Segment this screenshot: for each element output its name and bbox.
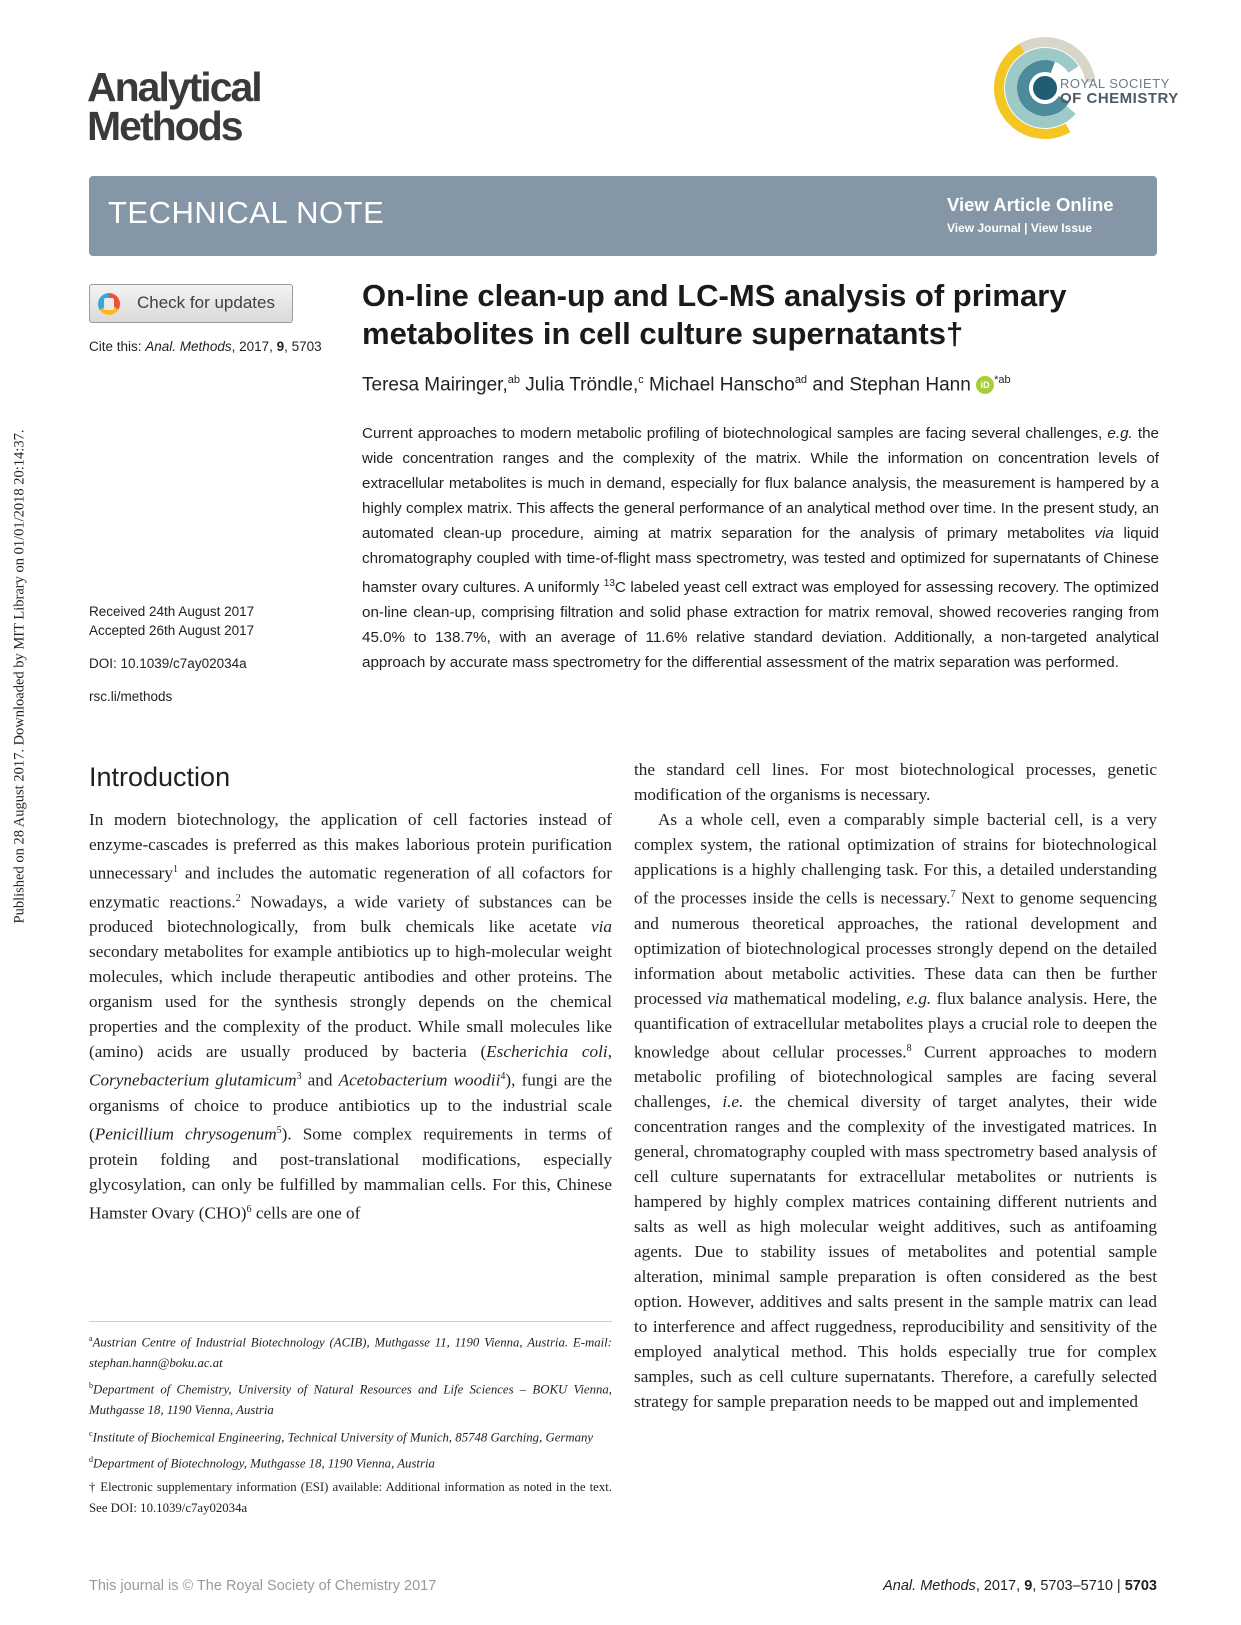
author-list: Teresa Mairinger,$^{ab}$ Julia Tröndle,$^c$ Michael Hanscho$^{ad}$ and Stephan Hann iD $^{*ab}$ (362, 374, 1011, 396)
journal-logo[interactable] (87, 64, 261, 149)
page-footer: Anal. Methods, 2017, 9, 5703–5710 | 5703 (883, 1578, 1157, 1594)
doi[interactable]: DOI: 10.1039/c7ay02034a (89, 656, 247, 671)
article-title: On-line clean-up and LC-MS analysis of primary metabolites in cell culture supernatants† (362, 278, 1067, 351)
footnotes: $^a$Austrian Centre of Industrial Biotechnology (ACIB), Muthgasse 11, 1190 Vienna, Austria. E-mail: stephan.hann@boku.ac.at $^b$Department of Chemistry, University of Natural Resources and Life Sciences – BOKU Vienna, Muthgasse 18, 1190 Vienna, Austria $^c$Institute of Biochemical Engineering, Technical University of Munich, 85748 Garching, Germany $^d$Department of Biotechnology, Muthgasse 18, 1190 Vienna, Austria † Electronic supplementary information (ESI) available: Additional information as noted in the text. See DOI: 10.1039/c7ay02034a (89, 1329, 612, 1521)
received-date: Received 24th August 2017 (89, 604, 255, 619)
abstract: Current approaches to modern metabolic profiling of biotechnological samples are facing several challenges, e.g. the wide concentration ranges and the complexity of the matrix. While the information on concentration levels of extracellular metabolites is much in demand, especially for flux balance analysis, the measurement is hampered by a highly complex matrix. This affects the general performance of an analytical method over time. In the present study, an automated clean-up procedure, aiming at matrix separation for the analysis of primary metabolites via liquid chromatography coupled with time-of-flight mass spectrometry, was tested and optimized for supernatants of Chinese hamster ovary cultures. A uniformly $^{13}$C labeled yeast cell extract was employed for assessing recovery. The optimized on-line clean-up, comprising filtration and solid phase extraction for matrix removal, showed recoveries ranging from 45.0% to 138.7%, with an average of 11.6% relative standard deviation. Additionally, a non-targeted analytical approach by accurate mass spectrometry for the differential assessment of the matrix separation was performed. (362, 425, 1160, 672)
footnote-divider (89, 1321, 612, 1322)
rsc-wordmark (1060, 76, 1179, 106)
orcid-icon[interactable]: iD (976, 376, 994, 394)
link-separator: | (1020, 221, 1031, 235)
view-article-online-link[interactable]: View Article Online (947, 194, 1114, 215)
intro-right-column: the standard cell lines. For most biotechnological processes, genetic modification of the organisms is necessary. As a whole cell, even a comparably simple bacterial cell, is a very complex system, the rational optimization of strains for biotechnological applications is a highly challenging task. For this, a detailed understanding of the processes inside the cells is necessary.$^7$ Next to genome sequencing and numerous theoretical approaches, the rational development and optimization of biotechnological processes strongly depend on the detailed information about metabolic activities. These data can then be further processed via mathematical modeling, e.g. flux balance analysis. Here, the quantification of extracellular metabolites plays a crucial role to deepen the knowledge about cellular processes.$^8$ Current approaches to modern metabolic profiling of biotechnological samples are facing several challenges, i.e. the chemical diversity of target analytes, their wide concentration ranges and the complexity of the investigated matrices. In general, chromatography coupled with mass spectrometry based analysis of cell culture supernatants for extracellular metabolites or nutrients is hampered by highly complex matrices containing different nutrients and salts as well as high molecular weight additives, such as antifoaming agents. Due to stability issues of metabolites and potential sample alteration, minimal sample preparation is often considered as the best option. However, additives and salts present in the sample matrix can lead to interference and affect ruggedness, reproducibility and sensitivity of the employed analytical method. This holds especially true for complex samples, such as cell culture supernatants. Therefore, a carefully selected strategy for sample preparation needs to be mapped out and implemented (634, 760, 1157, 1412)
citation: Cite this: Anal. Methods, 2017, 9, 5703 (89, 339, 322, 354)
check-for-updates-button[interactable] (89, 284, 293, 323)
journal-title-line2: Methods (87, 103, 242, 149)
view-issue-link[interactable]: View Issue (1030, 221, 1092, 235)
intro-left-column: In modern biotechnology, the application of cell factories instead of enzyme-cascades is preferred as this makes laborious protein purification unnecessary$^1$ and includes the automatic regeneration of all cofactors for enzymatic reactions.$^2$ Nowadays, a wide variety of substances can be produced biotechnologically, from bulk chemicals like acetate via secondary metabolites for example antibiotics up to high-molecular weight molecules, which include therapeutic antibodies and other proteins. The organism used for the synthesis strongly depends on the chemical properties and the complexity of the product. While small molecules like (amino) acids are usually produced by bacteria (Escherichia coli, Corynebacterium glutamicum$^3$ and Acetobacterium woodii$^4$), fungi are the organisms of choice to produce antibiotics up to the industrial scale (Penicillium chrysogenum$^5$). Some complex requirements in terms of protein folding and post-translational modifications, especially glycosylation, can only be fulfilled by mammalian cells. For this, Chinese Hamster Ovary (CHO)$^6$ cells are one of (89, 810, 612, 1223)
check-updates-label: Check for updates (137, 293, 275, 312)
page-number: 5703 (1124, 1578, 1157, 1594)
journal-link[interactable]: rsc.li/methods (89, 689, 173, 704)
download-notice: Published on 28 August 2017. Downloaded by MIT Library on 01/01/2018 20:14:37. (11, 429, 28, 924)
view-links (947, 221, 1092, 235)
rsc-line2: OF CHEMISTRY (1060, 90, 1179, 107)
section-heading: Introduction (89, 762, 231, 792)
copyright-footer: This journal is © The Royal Society of Chemistry 2017 (89, 1578, 437, 1594)
rsc-line1: ROYAL SOCIETY (1060, 76, 1170, 91)
esi-note: † Electronic supplementary information (ESI) available: Additional information as noted in the text. See DOI: 10.1039/c7ay02034a (89, 1480, 612, 1515)
journal-title-line1: Analytical (87, 64, 261, 110)
crossmark-icon (98, 293, 120, 315)
accepted-date: Accepted 26th August 2017 (89, 623, 255, 638)
article-type: TECHNICAL NOTE (108, 195, 385, 230)
view-journal-link[interactable]: View Journal (947, 221, 1021, 235)
